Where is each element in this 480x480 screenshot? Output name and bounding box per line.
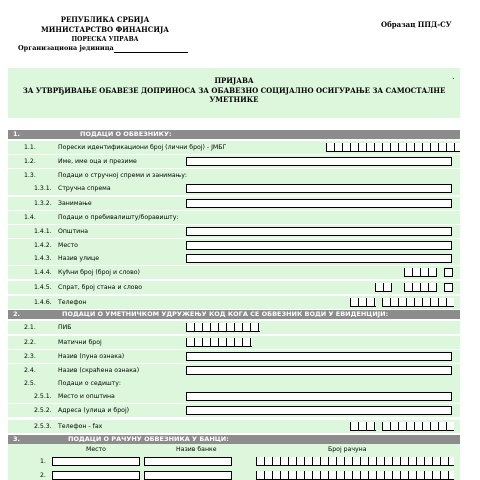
- col-account: Број рачуна: [328, 446, 367, 453]
- section3-title: ПОДАЦИ О РАЧУНУ ОБВЕЗНИКА У БАНЦИ:: [68, 435, 229, 443]
- row-label: Стручна спрема: [58, 185, 111, 192]
- assoc-phone-number-field[interactable]: [382, 422, 454, 431]
- row-label: Место и општина: [58, 393, 115, 400]
- row-num: 1.4.5.: [34, 284, 52, 291]
- row-1-4-6: [8, 296, 460, 309]
- row-2-2: [8, 336, 460, 349]
- row-label: Занимање: [58, 200, 92, 207]
- row-2-5-1: [8, 390, 460, 403]
- bank2-account-field[interactable]: [256, 471, 454, 480]
- title-line1: ПРИЈАВА: [214, 76, 254, 85]
- floor-field[interactable]: [375, 283, 392, 292]
- row-1-1: [8, 141, 460, 154]
- section2-num: 2.: [13, 310, 20, 318]
- apartment-letter-field[interactable]: [444, 283, 453, 292]
- row-label: Име, име оца и презиме: [58, 158, 137, 165]
- assoc-address-field[interactable]: [186, 406, 452, 415]
- header-ministry: МИНИСТАРСТВО ФИНАНСИЈА: [41, 25, 169, 34]
- row-label: Подаци о пребивалишту/боравишту:: [58, 214, 179, 221]
- org-unit-field[interactable]: [114, 44, 188, 53]
- section1-bar: [8, 130, 460, 139]
- row-num: 2.5.3.: [34, 423, 52, 430]
- assoc-phone-prefix-field[interactable]: [350, 422, 376, 431]
- row-1-4-2: [8, 239, 460, 252]
- short-name-assoc-field[interactable]: [186, 366, 452, 375]
- municipality-field[interactable]: [186, 227, 452, 236]
- form-code: Образац ППД-СУ: [381, 20, 452, 29]
- bank1-name-field[interactable]: [144, 457, 232, 466]
- row-2-1: [8, 321, 460, 334]
- row-num: 1.3.1.: [34, 185, 52, 192]
- row-num: 2.4.: [24, 367, 36, 374]
- row-label: ПИБ: [58, 324, 72, 331]
- row-num: 1.1.: [24, 144, 36, 151]
- row-num: 2.5.1.: [34, 393, 52, 400]
- row-1-2: [8, 155, 460, 168]
- row-1-4-4: [8, 266, 460, 279]
- row-label: Кућни број (број и слово): [58, 269, 140, 276]
- row-num: 1.4.4.: [34, 269, 52, 276]
- header-republic: РЕПУБЛИКА СРБИЈА: [60, 15, 150, 24]
- row-label: Назив (пуна ознака): [58, 353, 125, 360]
- title-block: [8, 68, 460, 118]
- row-2-5-3: [8, 420, 460, 433]
- bank2-place-field[interactable]: [52, 471, 140, 480]
- assoc-place-field[interactable]: [186, 392, 452, 401]
- row-2-5-2: [8, 404, 460, 417]
- section2-title: ПОДАЦИ О УМЕТНИЧКОМ УДРУЖЕЊУ КОД КОГА СЕ ОБВЕЗНИК ВОДИ У ЕВИДЕНЦИЈИ:: [62, 310, 389, 318]
- row-num: 1.2.: [24, 158, 36, 165]
- row-1-4-1: [8, 225, 460, 238]
- bank1-place-field[interactable]: [52, 457, 140, 466]
- row-label: Назив (скраћена ознака): [58, 367, 140, 374]
- row-1-4-3: [8, 252, 460, 265]
- row-label: Спрат, број стана и слово: [58, 284, 143, 291]
- occupation-field[interactable]: [186, 199, 452, 208]
- row-1-4: [8, 211, 460, 224]
- section3-num: 3.: [13, 435, 20, 443]
- row-1-4-5: [8, 281, 460, 294]
- bank-table: [8, 444, 460, 480]
- row-num: 2.1.: [24, 324, 36, 331]
- row-1-3-2: [8, 197, 460, 210]
- org-unit-label: Организациона јединица: [18, 44, 114, 52]
- street-field[interactable]: [186, 254, 452, 263]
- row-label: Порески идентификациони број (лични број) - ЈМБГ: [58, 144, 227, 151]
- row-num: 1.4.6.: [34, 299, 52, 306]
- row-label: Место: [58, 242, 78, 249]
- title-line2: ЗА УТВРЂИВАЊЕ ОБАВЕЗЕ ДОПРИНОСА ЗА ОБАВЕЗНО СОЦИЈАЛНО ОСИГУРАЊЕ ЗА САМОСТАЛНЕ: [22, 86, 446, 95]
- row-label: Адреса (улица и број): [58, 407, 130, 414]
- bank2-name-field[interactable]: [144, 471, 232, 480]
- col-place: Место: [86, 446, 106, 453]
- section1-title: ПОДАЦИ О ОБВЕЗНИКУ:: [80, 130, 172, 138]
- full-name-field[interactable]: [186, 157, 452, 166]
- bank1-account-field[interactable]: [256, 457, 454, 466]
- full-name-assoc-field[interactable]: [186, 352, 452, 361]
- section2-bar: [8, 310, 460, 319]
- row-1-3: [8, 169, 460, 182]
- row-num: 1.3.2.: [34, 200, 52, 207]
- title-line3: УМЕТНИКЕ: [209, 95, 259, 104]
- row-num: 1.4.: [24, 214, 36, 221]
- row-num: 1.3.: [24, 172, 36, 179]
- house-letter-field[interactable]: [444, 268, 453, 277]
- section3-bar: [8, 435, 460, 444]
- bank-row-num: 1.: [40, 458, 46, 465]
- row-label: Телефон: [58, 299, 87, 306]
- row-label: Општина: [58, 228, 89, 235]
- place-field[interactable]: [186, 241, 452, 250]
- row-num: 2.2.: [24, 339, 36, 346]
- phone-prefix-field[interactable]: [350, 298, 376, 307]
- header-tax-admin: ПОРЕСКА УПРАВА: [71, 36, 139, 43]
- phone-number-field[interactable]: [382, 298, 454, 307]
- jmbg-field[interactable]: [326, 143, 460, 152]
- row-2-3: [8, 350, 460, 363]
- education-field[interactable]: [186, 184, 452, 193]
- row-label: Матични број: [58, 339, 102, 346]
- row-label: Назив улице: [58, 255, 100, 262]
- bank-row-num: 2.: [40, 472, 46, 479]
- row-1-3-1: [8, 182, 460, 195]
- row-label: Подаци о стручној спреми и занимању:: [58, 172, 187, 179]
- row-label: Подаци о седишту:: [58, 380, 121, 387]
- row-num: 2.5.2.: [34, 407, 52, 414]
- row-num: 2.3.: [24, 353, 36, 360]
- reg-number-field[interactable]: [186, 338, 252, 347]
- col-bank: Назив банке: [176, 446, 217, 453]
- row-2-4: [8, 364, 460, 377]
- row-num: 2.5.: [24, 380, 36, 387]
- row-2-5: [8, 377, 460, 390]
- row-num: 1.4.1.: [34, 228, 52, 235]
- title-mark: .: [452, 72, 455, 81]
- apartment-field[interactable]: [404, 283, 437, 292]
- section1-num: 1.: [13, 130, 20, 138]
- pib-field[interactable]: [186, 323, 260, 332]
- row-num: 1.4.3.: [34, 255, 52, 262]
- row-label: Телефон - fax: [58, 423, 103, 430]
- house-number-field[interactable]: [404, 268, 437, 277]
- row-num: 1.4.2.: [34, 242, 52, 249]
